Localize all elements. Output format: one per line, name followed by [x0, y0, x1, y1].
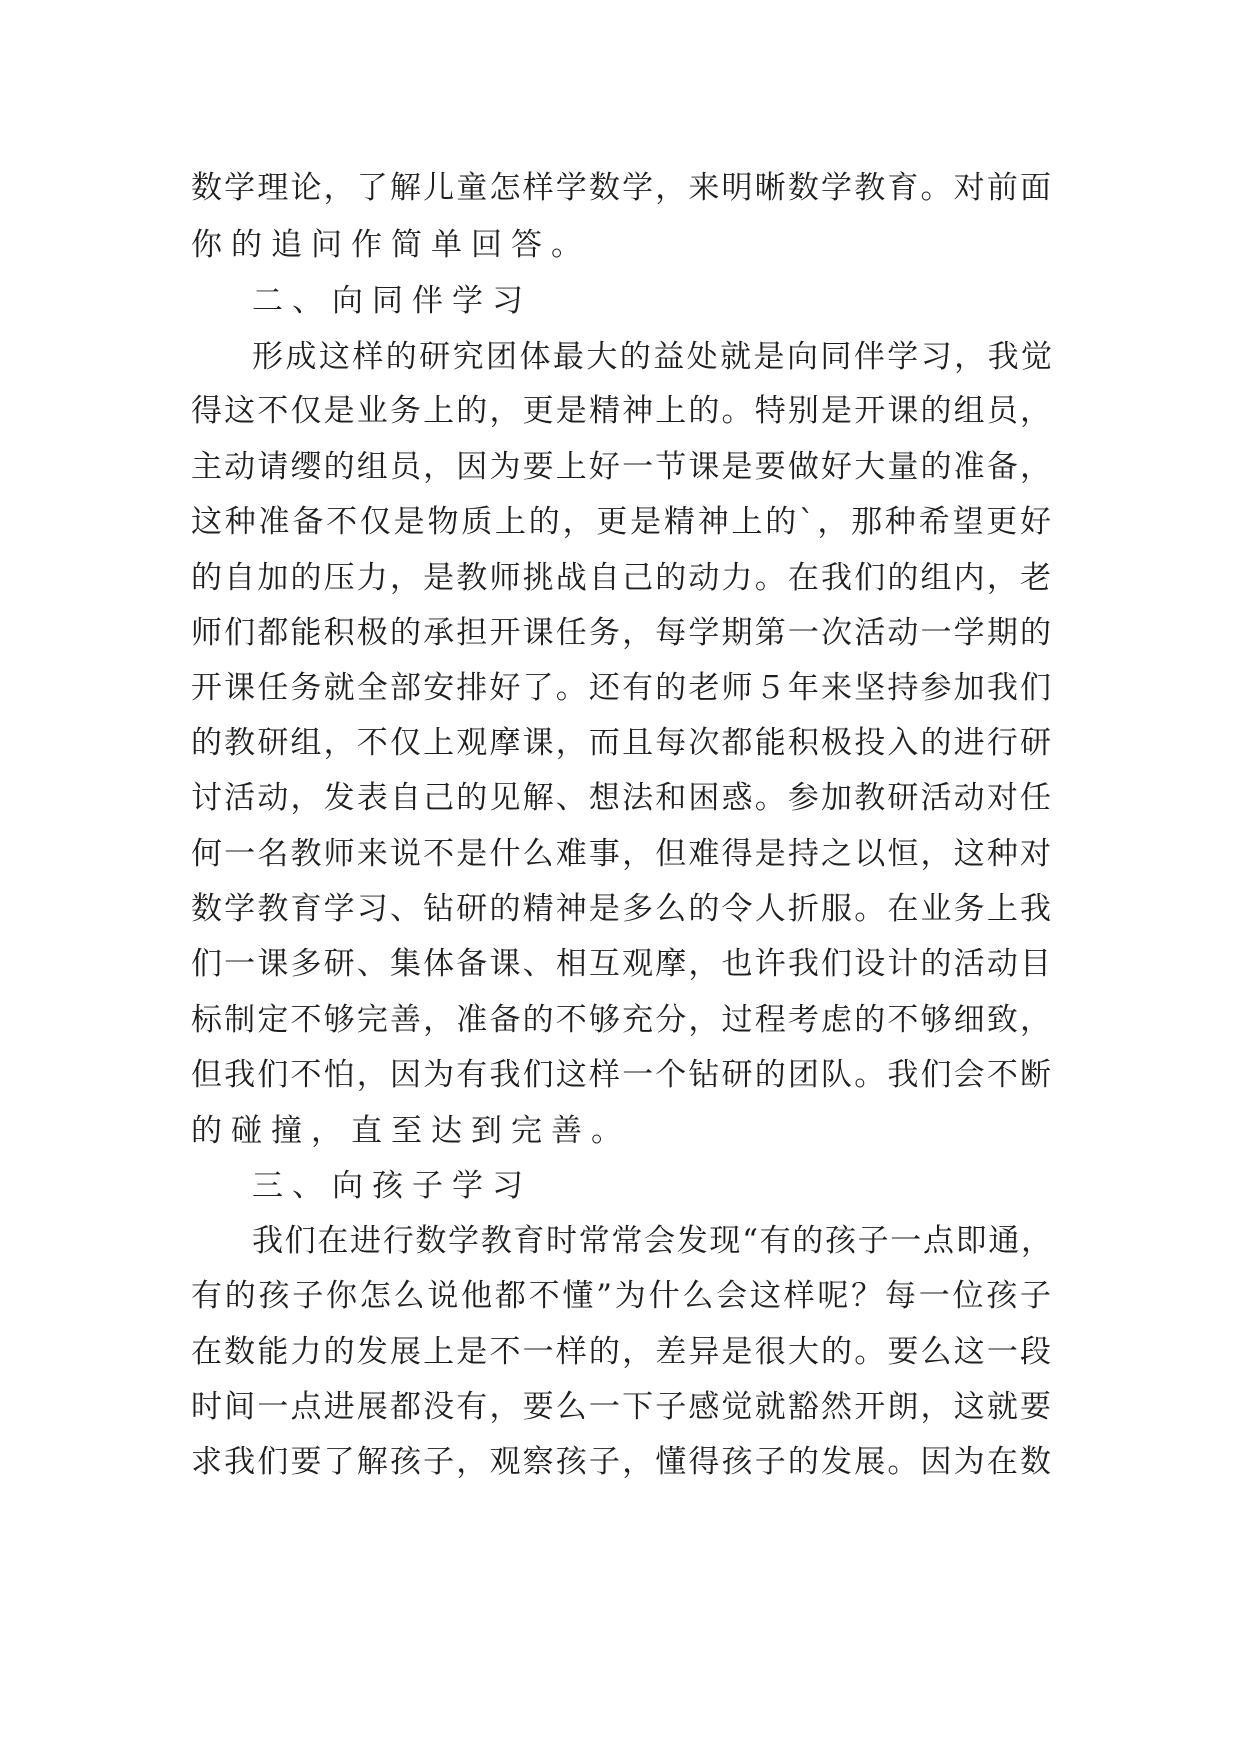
paragraph-first-line: 形成这样的研究团体最大的益处就是向同伴学习，我觉 — [252, 339, 1052, 375]
body-line: 的教研组，不仅上观摩课，而且每次都能积极投入的进行研 — [191, 725, 1051, 761]
body-line: 讨活动，发表自己的见解、想法和困惑。参加教研活动对任 — [191, 780, 1051, 816]
body-line: 有的孩子你怎么说他都不懂”为什么会这样呢？每一位孩子 — [191, 1278, 1051, 1314]
section-heading: 二、向同伴学习 — [252, 283, 532, 319]
body-line: 标制定不够完善，准备的不够充分，过程考虑的不够细致， — [191, 1002, 1051, 1038]
body-line: 师们都能积极的承担开课任务，每学期第一次活动一学期的 — [191, 615, 1051, 651]
body-line: 在数能力的发展上是不一样的，差异是很大的。要么这一段 — [191, 1334, 1051, 1370]
body-line: 数学教育学习、钻研的精神是多么的令人折服。在业务上我 — [191, 891, 1051, 927]
body-line: 何一名教师来说不是什么难事，但难得是持之以恒，这种对 — [191, 836, 1051, 872]
body-line: 们一课多研、集体备课、相互观摩，也许我们设计的活动目 — [191, 946, 1051, 982]
body-line: 但我们不怕，因为有我们这样一个钻研的团队。我们会不断 — [191, 1057, 1051, 1093]
body-line: 时间一点进展都没有，要么一下子感觉就豁然开朗，这就要 — [191, 1389, 1051, 1425]
body-line: 你的追问作简单回答。 — [191, 227, 591, 263]
body-line: 的碰撞，直至达到完善。 — [191, 1113, 631, 1149]
body-line: 这种准备不仅是物质上的，更是精神上的`，那种希望更好 — [191, 504, 1051, 540]
section-heading: 三、向孩子学习 — [252, 1168, 532, 1204]
body-line: 数学理论，了解儿童怎样学数学，来明晰数学教育。对前面 — [191, 170, 1051, 206]
body-line: 开课任务就全部安排好了。还有的老师５年来坚持参加我们 — [191, 670, 1051, 706]
body-line: 求我们要了解孩子，观察孩子，懂得孩子的发展。因为在数 — [191, 1444, 1051, 1480]
body-line: 主动请缨的组员，因为要上好一节课是要做好大量的准备， — [191, 449, 1051, 485]
body-line: 的自加的压力，是教师挑战自己的动力。在我们的组内，老 — [191, 560, 1051, 596]
paragraph-first-line: 我们在进行数学教育时常常会发现“有的孩子一点即通， — [252, 1223, 1052, 1259]
body-line: 得这不仅是业务上的，更是精神上的。特别是开课的组员， — [191, 393, 1051, 429]
